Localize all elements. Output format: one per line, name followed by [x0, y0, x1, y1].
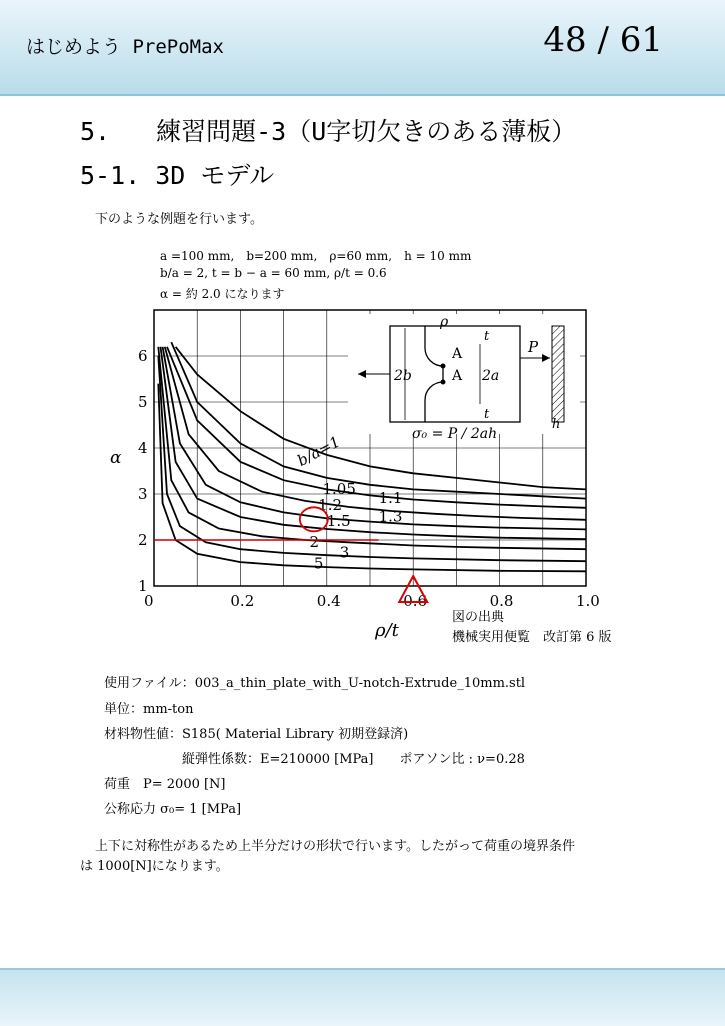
curve-label: 1.2: [318, 496, 343, 515]
point-A-top: [441, 364, 446, 369]
intro-text: 下のような例題を行います。: [95, 212, 263, 227]
x-tick-label: 0: [144, 592, 154, 610]
y-axis-label: α: [110, 448, 122, 468]
section-view: [552, 326, 564, 422]
y-tick-label: 4: [138, 439, 148, 457]
curve-label: 2: [309, 532, 320, 551]
curve-label: 3: [339, 543, 350, 562]
curve-label: 1.5: [326, 512, 351, 531]
label-A-bottom: A: [452, 368, 463, 384]
figure-source: [452, 608, 612, 648]
y-tick-label: 6: [138, 347, 148, 365]
param-line-3: α = 約 2.0 になります: [160, 287, 285, 301]
curve-label: b/a=1: [294, 432, 344, 470]
load-line: 荷重 P= 2000 [N]: [104, 777, 226, 792]
y-tick-label: 2: [138, 531, 148, 549]
x-axis-label: ρ/t: [375, 620, 399, 641]
label-A-top: A: [452, 346, 463, 362]
stress-line: 公称応力 σ₀= 1 [MPa]: [104, 802, 242, 817]
x-tick-label: 0.6: [403, 592, 428, 610]
label-P: P: [528, 338, 539, 356]
file-line: 使用ファイル：003_a_thin_plate_with_U-notch-Extrude_10mm.stl: [104, 676, 526, 691]
unit-line: 単位：mm-ton: [104, 702, 194, 717]
material-line: 材料物性値：S185( Material Library 初期登録済): [104, 727, 409, 742]
label-h: h: [552, 417, 561, 432]
curve-label: 1.3: [378, 507, 403, 526]
source-book: 機械実用便覧 改訂第 6 版: [452, 630, 612, 645]
stress-concentration-chart: [100, 298, 630, 643]
x-tick-label: 0.8: [489, 592, 514, 610]
x-tick-label: 0.4: [316, 592, 341, 610]
x-tick-label: 1.0: [576, 592, 600, 610]
param-line-2: b/a = 2, t = b − a = 60 mm, ρ/t = 0.6: [160, 266, 387, 280]
label-rho: ρ: [440, 314, 449, 330]
curve-label: 1.05: [322, 480, 356, 498]
curve-label: 1.1: [378, 489, 403, 508]
section-heading: [80, 112, 576, 148]
source-label: 図の出典: [452, 610, 505, 625]
y-tick-label: 5: [138, 393, 148, 411]
param-line-1: a =100 mm, b=200 mm, ρ=60 mm, h = 10 mm: [160, 249, 472, 263]
page-number: 48 / 61: [543, 20, 663, 60]
note-line-1: 上下に対称性があるため上半分だけの形状で行います。したがって荷重の境界条件: [95, 839, 575, 854]
section-number: 5.: [80, 117, 111, 146]
page-footer: [0, 968, 725, 1026]
label-2b: 2b: [394, 368, 412, 384]
x-tick-label: 0.2: [230, 592, 255, 610]
label-2a: 2a: [482, 368, 500, 384]
specimen-diagram: [348, 314, 580, 442]
document-title: はじめよう PrePoMax: [26, 36, 224, 58]
label-t-bottom: t: [484, 407, 490, 422]
label-t-top: t: [484, 329, 490, 344]
nominal-stress-formula: σ₀ = P / 2ah: [412, 426, 498, 442]
y-tick-label: 3: [138, 485, 148, 503]
page-header: [0, 0, 725, 96]
point-A-bottom: [441, 380, 446, 385]
note-line-2: は 1000[N]になります。: [80, 859, 229, 874]
elastic-line: 縦弾性係数：E=210000 [MPa] ポアソン比 : ν=0.28: [182, 752, 525, 767]
subsection-heading: 5-1. 3D モデル: [80, 161, 275, 190]
curve-label: 5: [313, 554, 324, 573]
y-tick-label: 1: [138, 577, 148, 595]
section-title: 練習問題-3（U字切欠きのある薄板）: [156, 117, 577, 146]
